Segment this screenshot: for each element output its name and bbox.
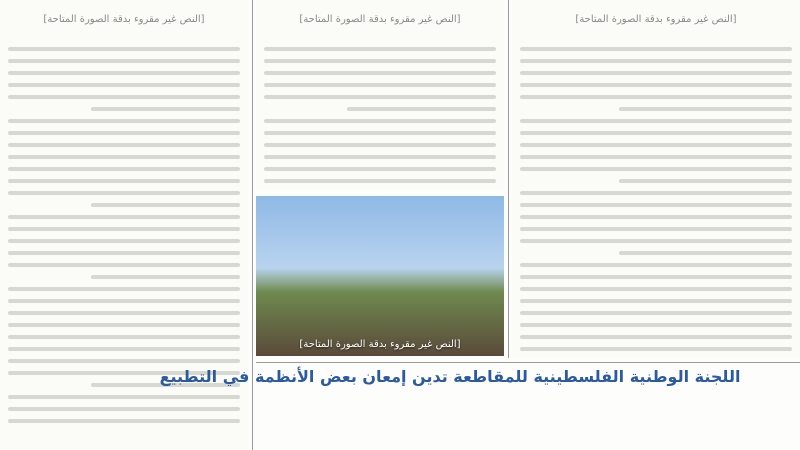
right-column [512,0,800,358]
middle-column [256,0,504,190]
illegible-notice-middle: [النص غير مقروء بدقة الصورة المتاحة] [299,14,461,25]
protest-photo [256,196,504,356]
section-rule [256,362,800,363]
illegible-notice-left: [النص غير مقروء بدقة الصورة المتاحة] [43,14,205,25]
illegible-notice: [النص غير مقروء بدقة الصورة المتاحة] [575,14,737,25]
headline: اللجنة الوطنية الفلسطينية للمقاطعة تدين إمعان بعض الأنظمة في التطبيع [159,367,741,386]
photo-caption-unreadable: [النص غير مقروء بدقة الصورة المتاحة] [299,339,461,350]
column-rule-right [508,0,509,358]
